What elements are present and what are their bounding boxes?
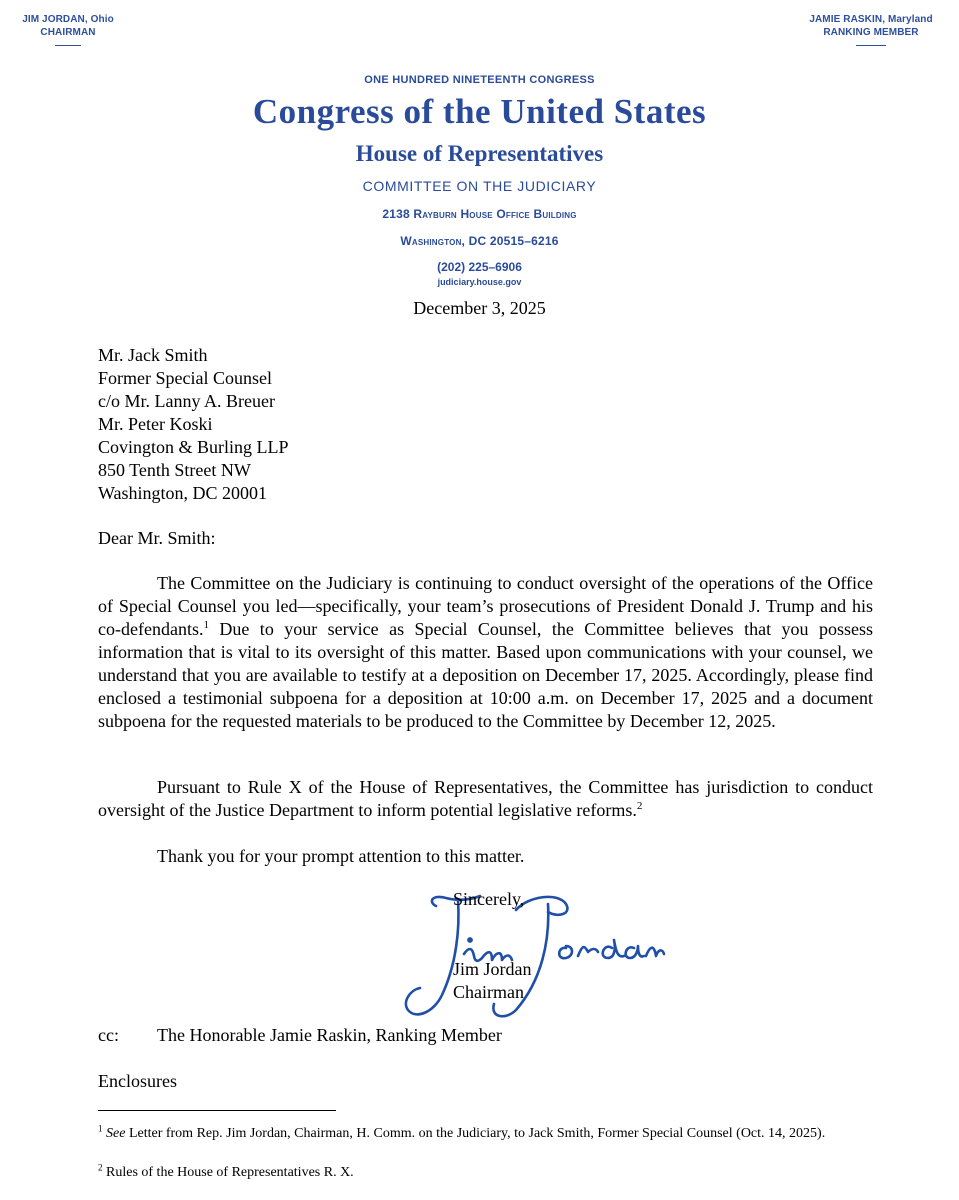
paragraph-text: The Committee on the Judiciary is continuing to conduct oversight of the operations of the Office of Special Counsel you led—specifically, your team’s prosecutions of President Donald J. Trump and his co-defendants. xyxy=(98,573,873,639)
website: judiciary.house.gov xyxy=(437,277,522,287)
ranking-member-divider xyxy=(856,45,886,46)
body-paragraph-2 xyxy=(98,776,873,822)
footnote-text: Letter from Rep. Jim Jordan, Chairman, H. Comm. on the Judiciary, to Jack Smith, Former Special Counsel (Oct. 14, 2025). xyxy=(125,1126,826,1141)
ranking-member-title: RANKING MEMBER xyxy=(823,27,919,38)
signature-block xyxy=(453,888,532,1002)
congress-title: Congress of the United States xyxy=(252,92,707,131)
ranking-member-block xyxy=(800,13,942,46)
body-paragraph-1 xyxy=(98,572,873,733)
chairman-name: JIM JORDAN, Ohio xyxy=(22,14,114,25)
footnote-signal: See xyxy=(106,1126,126,1141)
signer-name: Jim Jordan xyxy=(453,959,532,979)
ranking-member-name: JAMIE RASKIN, Maryland xyxy=(809,14,933,25)
city-address: Washington, DC 20515–6216 xyxy=(400,234,559,248)
signer xyxy=(453,958,532,1004)
phone-number: (202) 225–6906 xyxy=(437,260,522,274)
footnote-1 xyxy=(98,1123,878,1142)
cc-recipient: The Honorable Jamie Raskin, Ranking Member xyxy=(157,1025,502,1045)
valediction: Sincerely, xyxy=(453,889,525,909)
chairman-divider xyxy=(55,45,81,46)
enclosures-label: Enclosures xyxy=(98,1071,177,1091)
chairman-title: CHAIRMAN xyxy=(40,27,96,38)
footnote-number: 1 xyxy=(98,1123,103,1134)
footnote-ref-2: 2 xyxy=(636,800,643,812)
addressee-line: c/o Mr. Lanny A. Breuer xyxy=(98,391,275,411)
addressee-line: Mr. Jack Smith xyxy=(98,345,208,365)
letter-date: December 3, 2025 xyxy=(413,298,546,318)
committee-name: COMMITTEE ON THE JUDICIARY xyxy=(362,178,597,194)
building-address: 2138 Rayburn House Office Building xyxy=(382,207,577,221)
paragraph-text: Due to your service as Special Counsel, the Committee believes that you possess information that is vital to its oversight of this matter. Based upon communications with your counsel, we understand that you are available to testify at a deposition on December 17, 2025. Accordingly, please find enclosed a testimonial subpoena for a deposition at 10:00 a.m. on December 17, 2025 and a document subpoena for the requested materials to be produced to the Committee by December 12, 2025. xyxy=(98,619,873,731)
chairman-block xyxy=(18,13,118,46)
addressee-line: Washington, DC 20001 xyxy=(98,483,268,503)
footnote-number: 2 xyxy=(98,1162,103,1173)
addressee-block xyxy=(98,344,289,505)
salutation: Dear Mr. Smith: xyxy=(98,528,216,548)
addressee-line: 850 Tenth Street NW xyxy=(98,460,251,480)
addressee-line: Covington & Burling LLP xyxy=(98,437,289,457)
signer-title: Chairman xyxy=(453,982,524,1002)
footnote-2 xyxy=(98,1162,878,1181)
house-title: House of Representatives xyxy=(355,141,604,166)
footnote-ref-1: 1 xyxy=(203,619,209,631)
addressee-line: Mr. Peter Koski xyxy=(98,414,213,434)
handwritten-signature xyxy=(398,870,668,1025)
cc-label: cc: xyxy=(98,1025,119,1045)
footnote-text: Rules of the House of Representatives R. X. xyxy=(102,1165,354,1180)
congress-number: ONE HUNDRED NINETEENTH CONGRESS xyxy=(364,74,595,86)
paragraph-text: Pursuant to Rule X of the House of Representatives, the Committee has jurisdiction to conduct oversight of the Justice Department to inform potential legislative reforms. xyxy=(98,777,873,820)
footnote-divider xyxy=(98,1110,336,1111)
addressee-line: Former Special Counsel xyxy=(98,368,272,388)
body-paragraph-3: Thank you for your prompt attention to this matter. xyxy=(157,846,525,866)
